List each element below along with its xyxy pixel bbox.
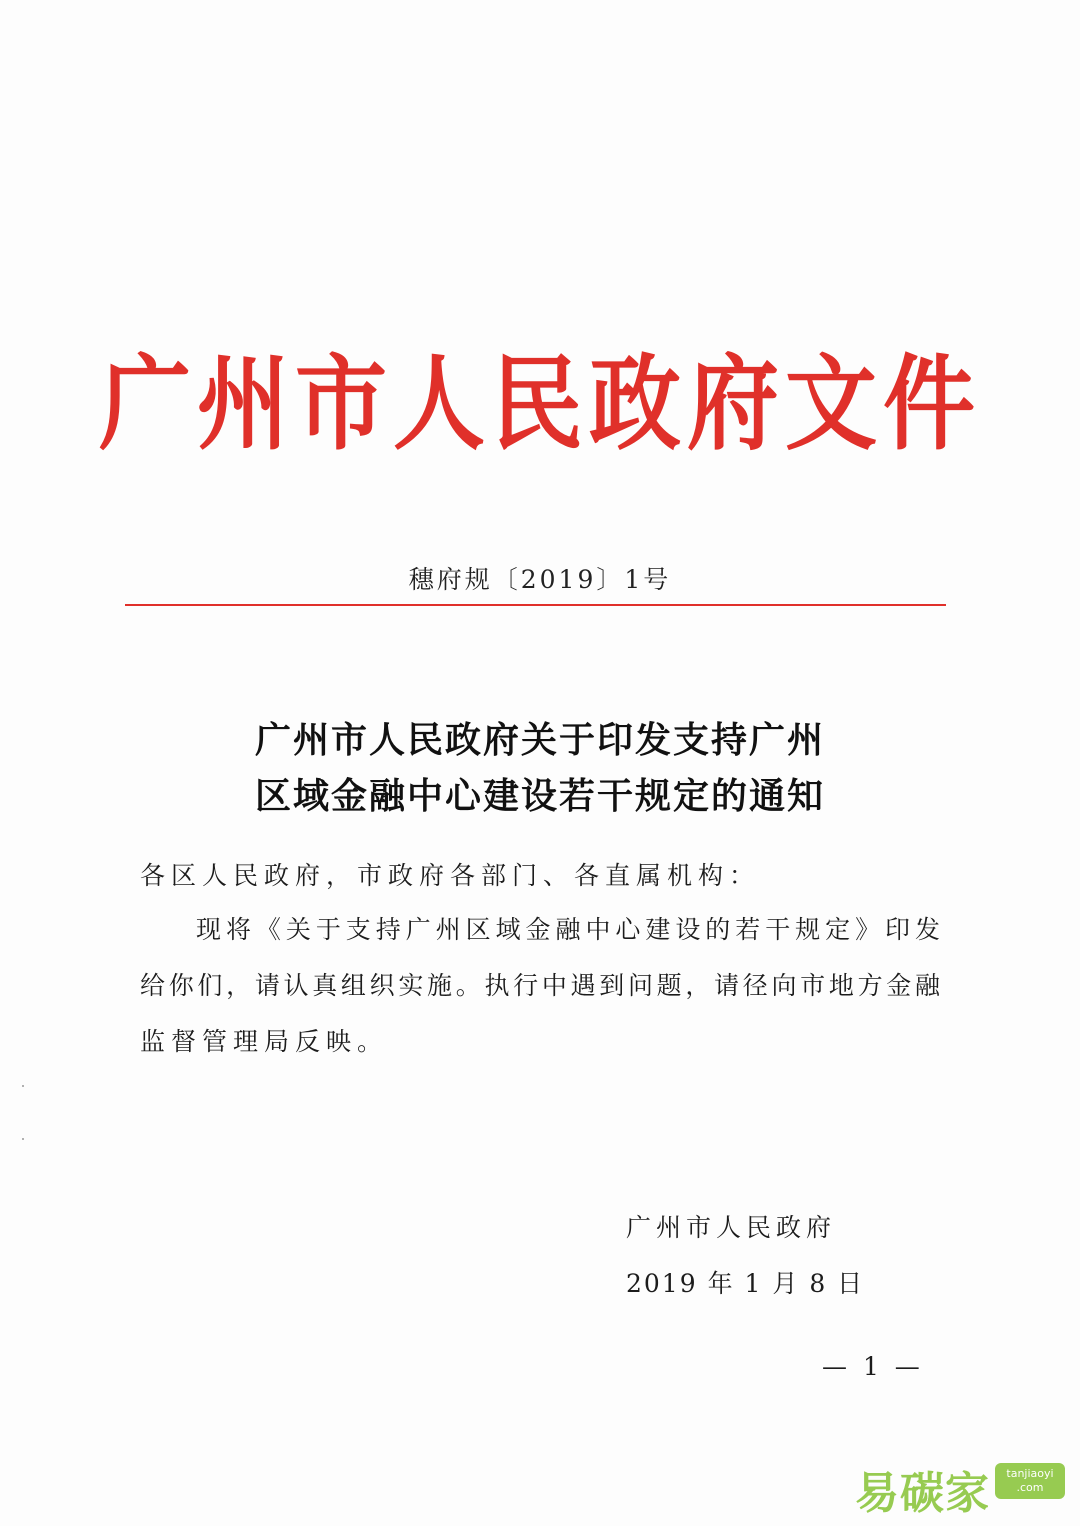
watermark-badge — [995, 1463, 1065, 1499]
notice-title-line-2: 区域金融中心建设若干规定的通知 — [254, 775, 825, 817]
document-masthead: 广州市人民政府文件 — [98, 344, 981, 465]
watermark-badge-line-2: .com — [1016, 1481, 1044, 1494]
document-number: 穗府规〔2019〕1号 — [408, 565, 672, 594]
red-divider-line — [125, 604, 946, 606]
watermark-logo — [855, 1455, 1070, 1519]
watermark-brand-text: 易碳家 — [855, 1468, 990, 1519]
signature-date: 2019 年 1 月 8 日 — [626, 1269, 865, 1298]
body-line-2: 给你们，请认真组织实施。执行中遇到问题，请径向市地方金融 — [140, 971, 940, 1000]
watermark-badge-line-1: tanjiaoyi — [1006, 1467, 1054, 1480]
scan-speck — [22, 1138, 24, 1140]
notice-title-line-1: 广州市人民政府关于印发支持广州 — [254, 719, 825, 761]
body-line-1: 现将《关于支持广州区域金融中心建设的若干规定》印发 — [196, 915, 940, 944]
page-number: — 1 — — [822, 1352, 924, 1381]
scan-speck — [22, 1085, 24, 1087]
signature-issuer: 广州市人民政府 — [626, 1213, 837, 1242]
body-line-3: 监督管理局反映。 — [140, 1027, 389, 1056]
addressee: 各区人民政府，市政府各部门、各直属机构： — [140, 861, 761, 890]
